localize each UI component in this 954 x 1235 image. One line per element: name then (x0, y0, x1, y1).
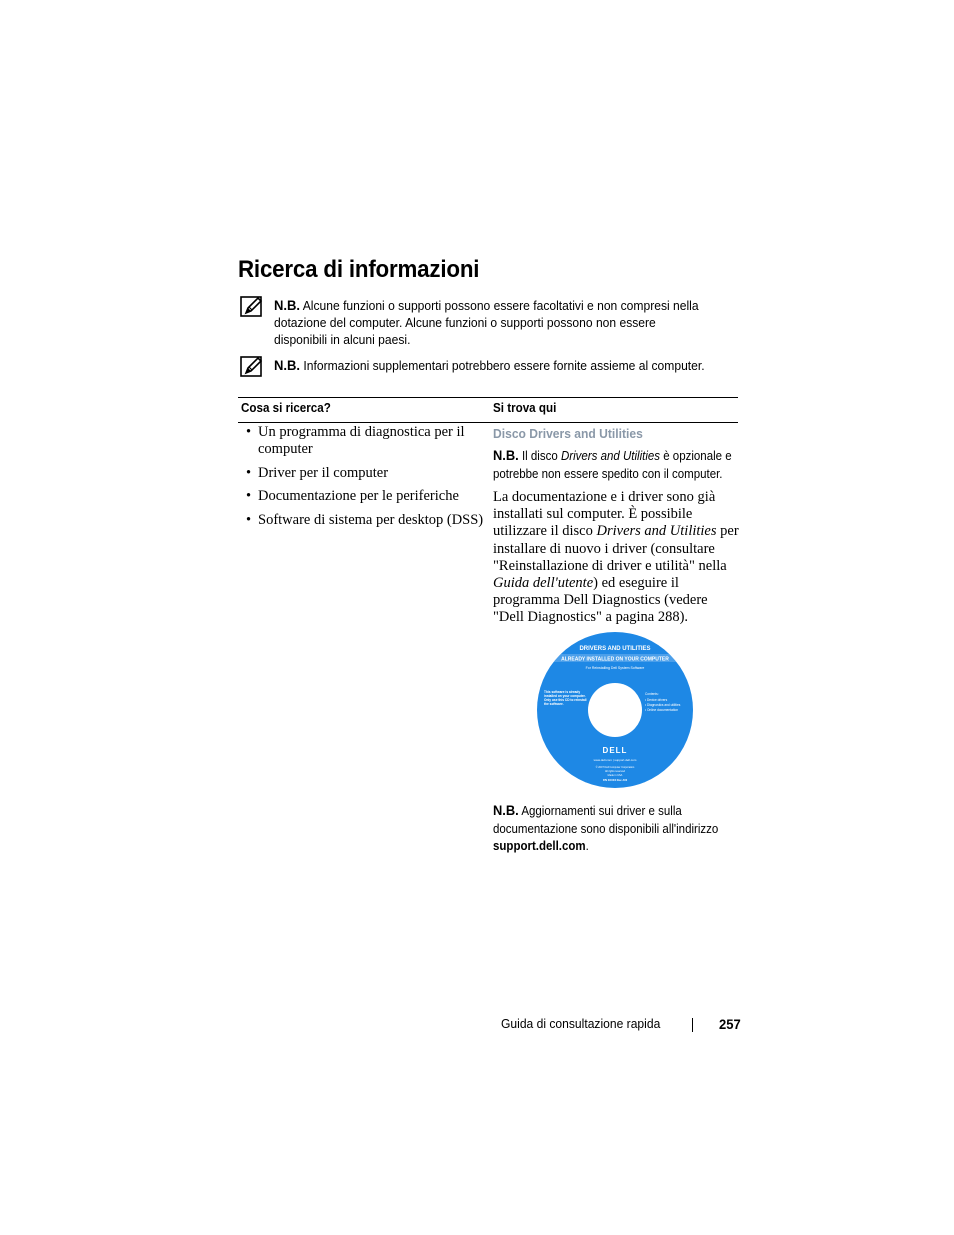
cd-left-line: This software is already (544, 690, 581, 694)
support-link[interactable]: support.dell.com (493, 839, 586, 853)
note-label: N.B. (493, 447, 519, 463)
note-label: N.B. (274, 357, 301, 373)
note-body: Aggiornamenti sui driver e sulla documentazione sono disponibili all'indirizzo (493, 804, 719, 836)
cd-right-line: • Online documentation (645, 708, 679, 712)
note-label: N.B. (493, 802, 519, 818)
note-body: Informazioni supplementari potrebbero essere fornite assieme al computer. (303, 358, 705, 373)
updates-note (493, 802, 734, 856)
cd-left-line: the software. (544, 702, 564, 706)
table-header-what: Cosa si ricerca? (241, 401, 331, 415)
para-italic: Guida dell'utente (493, 575, 594, 592)
para-part: ) ed eseguire il programma Dell Diagnostics (vedere "Dell Diagnostics" a pagina 288). (493, 575, 708, 626)
list-item: • Un programma di diagnostica per il computer (244, 424, 484, 458)
cd-right-line: Contents: (645, 692, 659, 696)
note-label: N.B. (274, 297, 301, 313)
cd-fine: All rights reserved (604, 770, 626, 773)
note-italic: Drivers and Utilities (560, 449, 661, 463)
note-pre: Il disco (521, 449, 561, 463)
note-end: . (585, 839, 589, 853)
para-italic: Drivers and Utilities (596, 523, 717, 540)
cd-left-line: Only use this CD to reinstall (544, 698, 587, 702)
cd-banner: ALREADY INSTALLED ON YOUR COMPUTER (561, 656, 669, 663)
table-top-rule (238, 397, 738, 398)
list-item: • Documentazione per le periferiche (244, 488, 484, 505)
pencil-note-icon (240, 296, 264, 318)
cd-title: DRIVERS AND UTILITIES (579, 646, 651, 652)
pencil-note-icon (240, 356, 264, 378)
page-title: Ricerca di informazioni (238, 256, 480, 283)
drivers-utilities-cd-image (536, 631, 694, 789)
footer-guide-title: Guida di consultazione rapida (501, 1016, 661, 1031)
table-header-rule (238, 422, 738, 423)
cd-fine: Made in USA (607, 774, 623, 777)
cd-fine: P/N XXXXX Rev. A00 (602, 779, 628, 782)
dell-logo: DELL (602, 746, 628, 755)
cd-web: www.dell.com | support.dell.com (593, 758, 637, 762)
list-item: • Software di sistema per desktop (DSS) (244, 512, 484, 529)
section-title: Disco Drivers and Utilities (493, 426, 643, 441)
para-part: per installare di nuovo i driver (consultare "Reinstallazione di driver e utilità" nella (493, 523, 739, 574)
drivers-description (493, 489, 741, 627)
cd-right-line: • Diagnostics and utilities (645, 703, 681, 707)
para-part: La documentazione e i driver sono già installati sul computer. È possibile utilizzare il disco (493, 489, 716, 540)
drivers-note (493, 447, 741, 483)
list-item: • Driver per il computer (244, 465, 484, 482)
cd-subtitle: For Reinstalling Dell System Software (585, 666, 645, 670)
footer-separator (692, 1018, 693, 1032)
note-body: Alcune funzioni o supporti possono essere facoltativi e non compresi nella dotazione del computer. Alcune funzioni o supporti possono non essere disponibili in alcuni paesi. (274, 298, 699, 347)
cd-right-line: • Device drivers (645, 698, 668, 702)
table-header-where: Si trova qui (493, 401, 557, 415)
cd-fine: © 2007 Dell Computer Corporation (595, 766, 635, 769)
cd-left-line: installed on your computer. (544, 694, 586, 698)
note-post: è opzionale e potrebbe non essere spedito con il computer. (493, 449, 732, 481)
page-number: 257 (719, 1016, 741, 1032)
search-items-list (244, 424, 484, 535)
